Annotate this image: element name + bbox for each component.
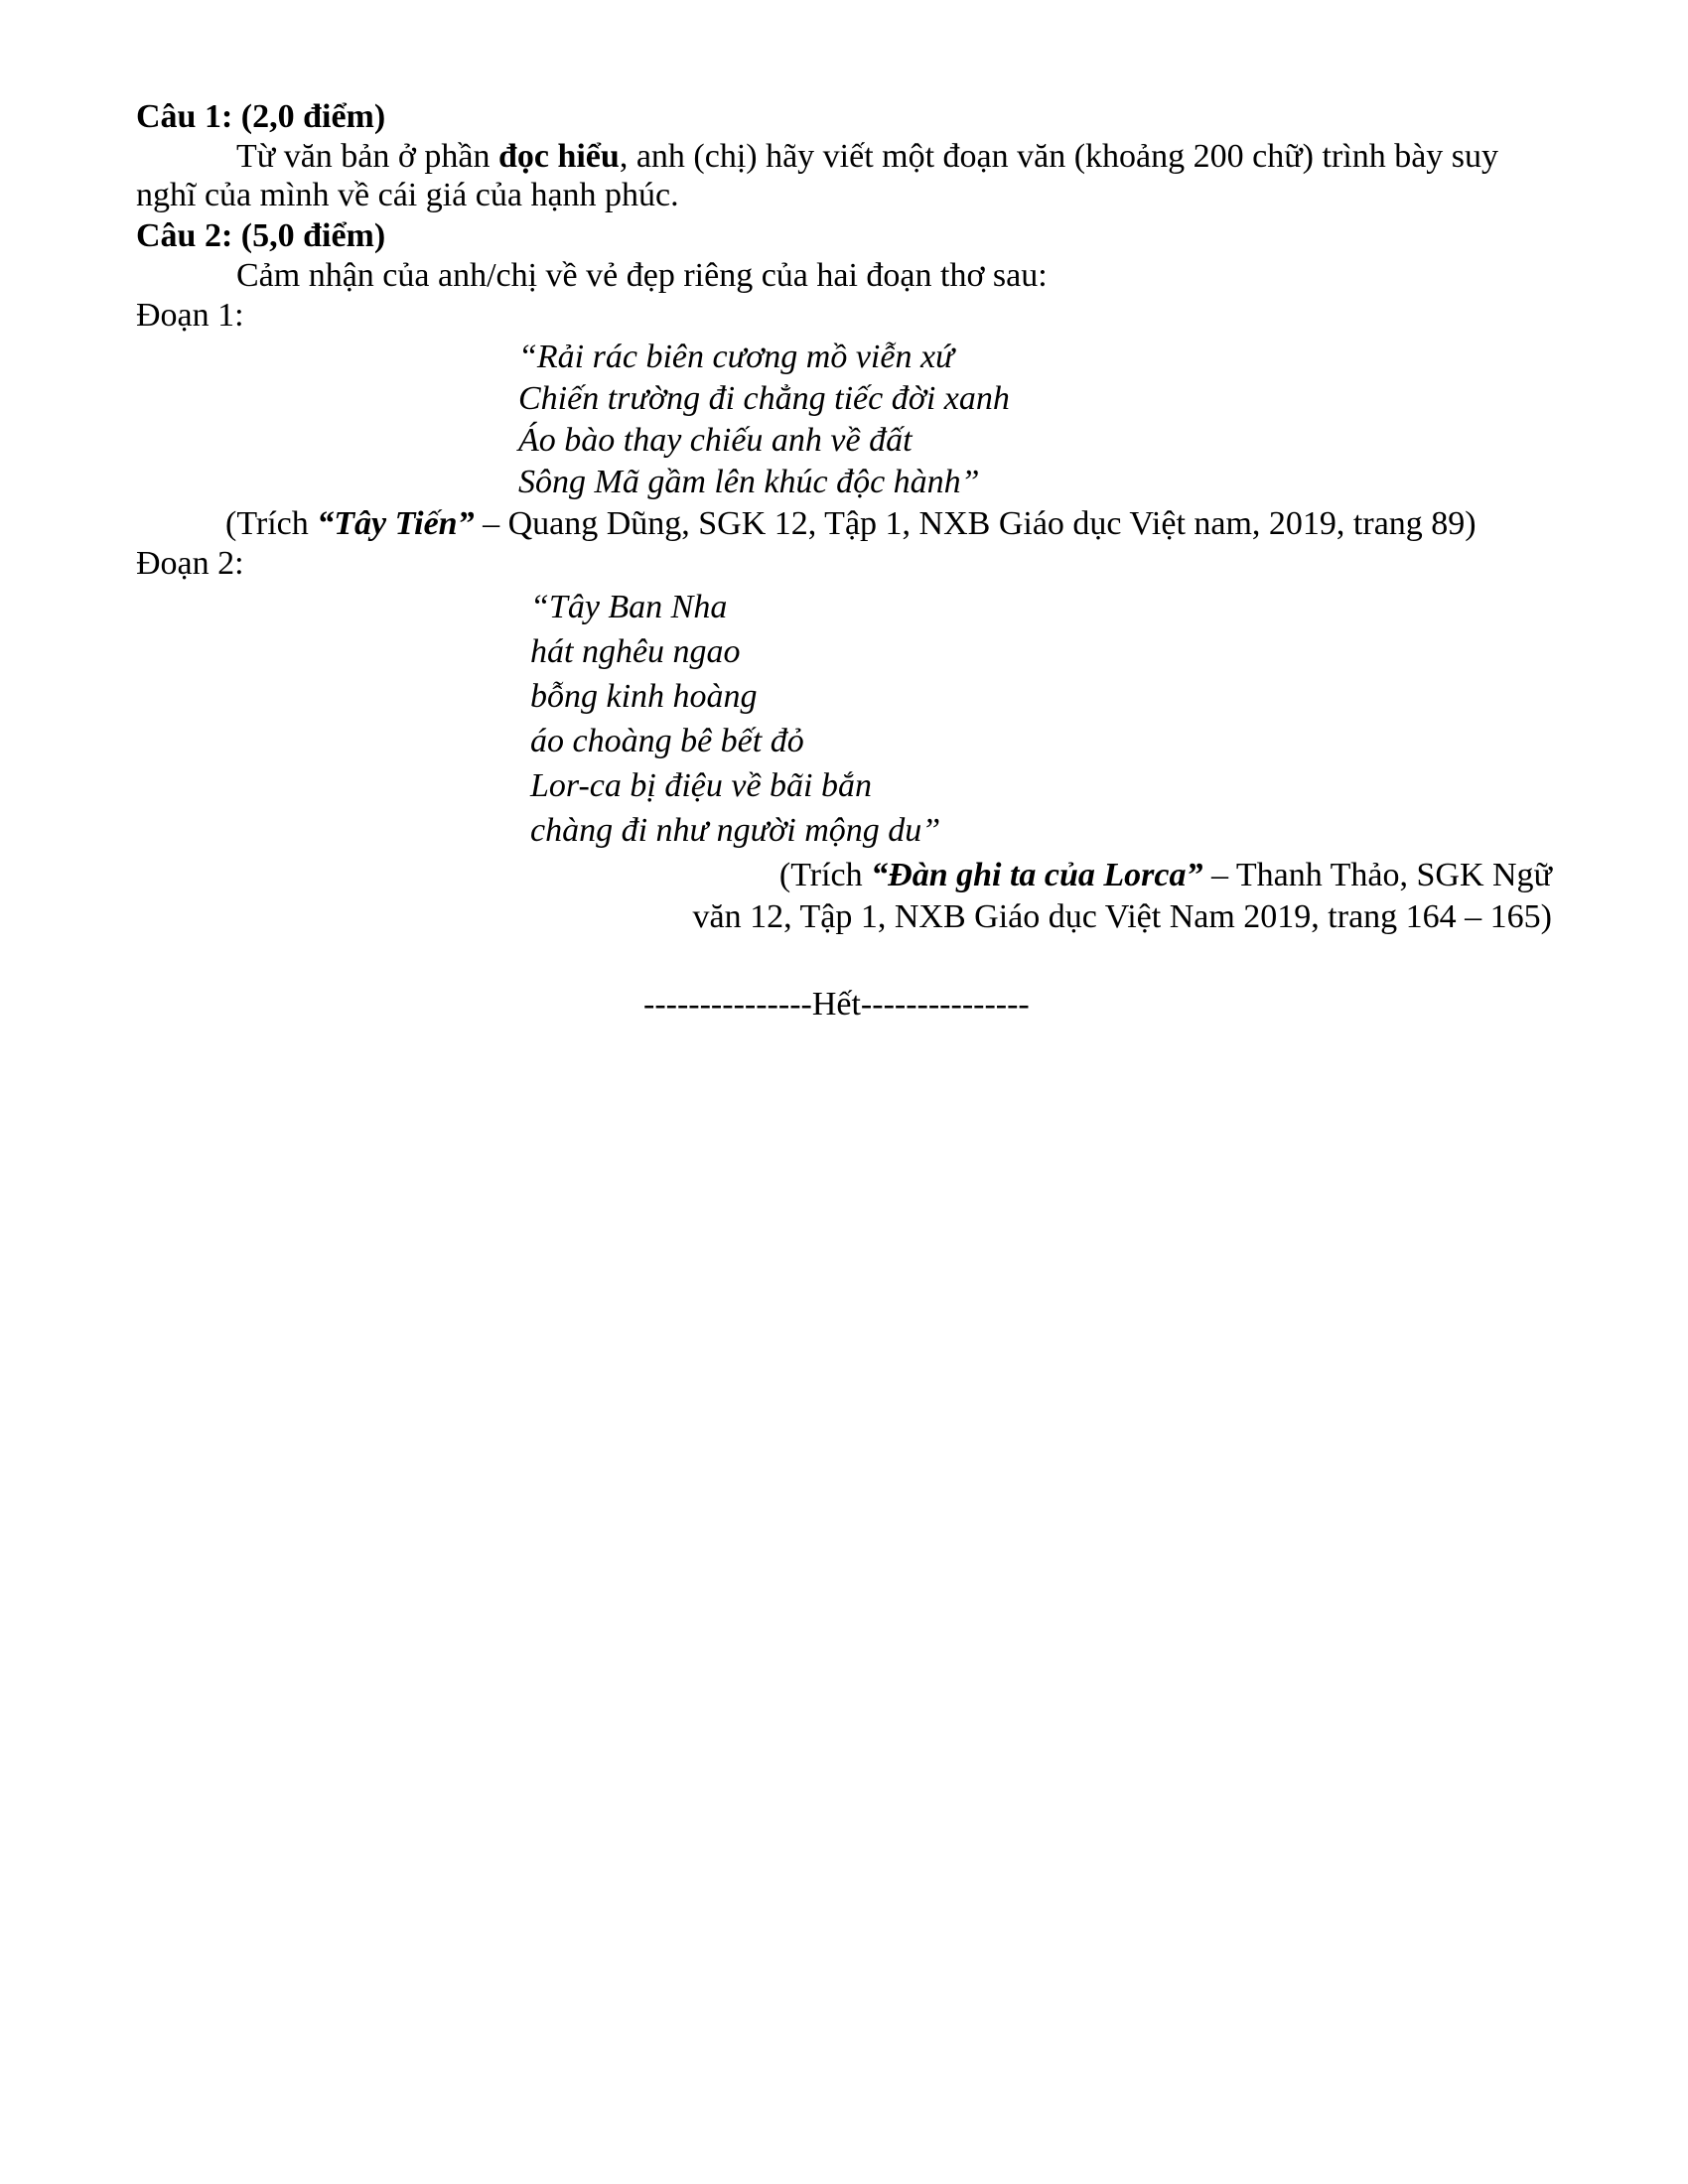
- passage-2-citation-line-2: văn 12, Tập 1, NXB Giáo dục Việt Nam 2019, trang 164 – 165): [692, 898, 1552, 935]
- question-1-text-post: , anh (chị) hãy viết một đoạn văn (khoảng 200 chữ) trình bày suy: [619, 138, 1499, 175]
- passage-2-citation-post: – Thanh Thảo, SGK Ngữ: [1202, 857, 1552, 893]
- passage-1-verse-line: Chiến trường đi chẳng tiếc đời xanh: [518, 380, 1010, 417]
- passage-2-verse-line: chàng đi như người mộng du”: [530, 812, 941, 849]
- passage-1-verse-line: Sông Mã gầm lên khúc độc hành”: [518, 464, 980, 500]
- passage-1-label: Đoạn 1:: [136, 297, 244, 334]
- passage-2-verse-line: bỗng kinh hoàng: [530, 678, 758, 715]
- passage-2-verse-line: hát nghêu ngao: [530, 633, 741, 670]
- passage-2-citation-line-1: [779, 856, 1552, 895]
- passage-2-verse-line: “Tây Ban Nha: [530, 589, 728, 625]
- passage-1-citation: [225, 504, 1477, 544]
- question-1-heading: Câu 1: (2,0 điểm): [136, 98, 386, 135]
- question-2-prompt: Cảm nhận của anh/chị về vẻ đẹp riêng của hai đoạn thơ sau:: [236, 257, 1048, 294]
- question-2-heading: Câu 2: (5,0 điểm): [136, 217, 386, 254]
- passage-2-label: Đoạn 2:: [136, 545, 244, 582]
- passage-1-citation-title: “Tây Tiến”: [317, 505, 475, 542]
- passage-1-verse-line: Áo bào thay chiếu anh về đất: [518, 422, 913, 459]
- end-mark: ---------------Hết---------------: [643, 986, 1030, 1023]
- passage-1-verse-line: “Rải rác biên cương mồ viễn xứ: [518, 339, 954, 375]
- question-1-text-line-1: [236, 137, 1498, 177]
- question-1-text-pre: Từ văn bản ở phần: [236, 138, 498, 175]
- passage-2-citation-title: “Đàn ghi ta của Lorca”: [871, 857, 1203, 893]
- passage-1-citation-pre: (Trích: [225, 505, 318, 542]
- passage-2-verse-line: Lor-ca bị điệu về bãi bắn: [530, 767, 872, 804]
- question-1-text-line-2: nghĩ của mình về cái giá của hạnh phúc.: [136, 177, 679, 213]
- passage-2-citation-pre: (Trích: [778, 857, 872, 893]
- question-1-text-bold: đọc hiểu: [497, 138, 620, 175]
- passage-1-citation-post: – Quang Dũng, SGK 12, Tập 1, NXB Giáo dục Việt nam, 2019, trang 89): [474, 505, 1477, 542]
- passage-2-verse-line: áo choàng bê bết đỏ: [530, 723, 804, 759]
